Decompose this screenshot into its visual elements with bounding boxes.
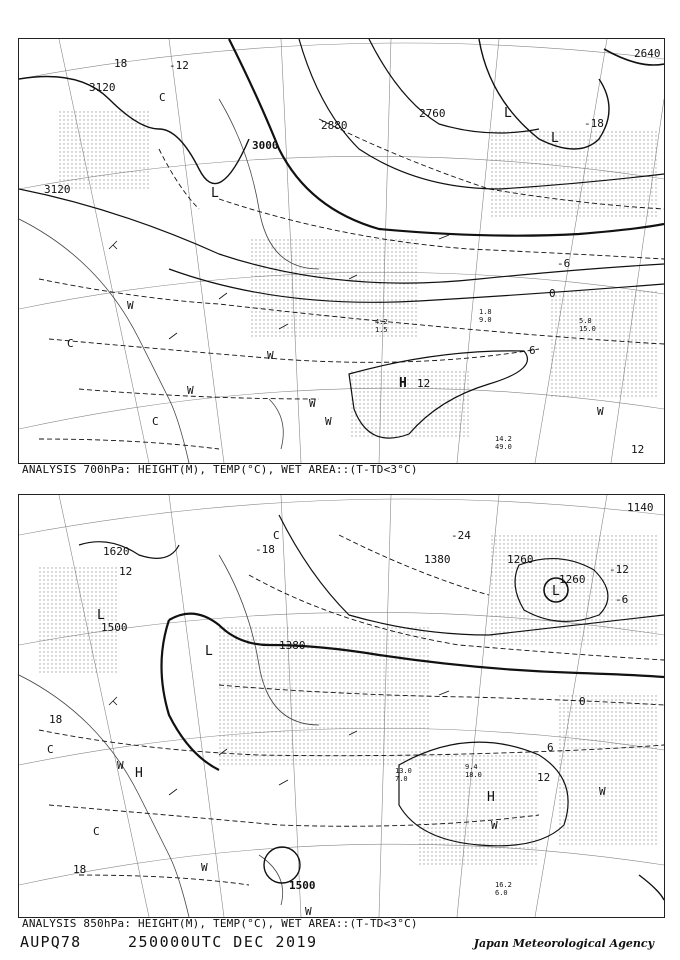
product-code: AUPQ78 bbox=[20, 933, 82, 951]
temp-label: 18 bbox=[49, 713, 63, 726]
temp-label: 12 bbox=[631, 443, 645, 456]
caption-700hpa: ANALYSIS 700hPa: HEIGHT(M), TEMP(°C), WET AREA::(T-TD<3°C) bbox=[22, 463, 418, 476]
temp-label: 12 bbox=[417, 377, 431, 390]
station-value: 1.8 bbox=[479, 308, 492, 316]
warm-mark: W bbox=[597, 405, 604, 418]
map-700hpa bbox=[18, 38, 665, 464]
temp-label: -18 bbox=[255, 543, 275, 556]
low-center: L bbox=[211, 186, 219, 201]
warm-mark: W bbox=[201, 861, 208, 874]
height-label: 3000 bbox=[252, 139, 279, 152]
low-center: L bbox=[551, 131, 559, 146]
height-label: 1260 bbox=[559, 573, 586, 586]
temp-label: 6 bbox=[529, 344, 536, 357]
warm-mark: W bbox=[187, 384, 194, 397]
height-label: 3120 bbox=[89, 81, 116, 94]
temp-label: -18 bbox=[584, 117, 604, 130]
low-center: L bbox=[504, 106, 512, 121]
cold-mark: C bbox=[93, 825, 100, 838]
low-center: L bbox=[205, 644, 213, 659]
temp-label: 18 bbox=[114, 57, 128, 70]
cold-mark: C bbox=[273, 529, 280, 542]
height-label: 1380 bbox=[279, 639, 306, 652]
height-label: 1380 bbox=[424, 553, 451, 566]
station-value: 14.2 bbox=[495, 435, 512, 443]
temp-label: -6 bbox=[615, 593, 629, 606]
temp-label: 12 bbox=[119, 565, 133, 578]
height-label: 1260 bbox=[507, 553, 534, 566]
station-value: 1.5 bbox=[375, 326, 388, 334]
warm-mark: W bbox=[267, 349, 274, 362]
temp-label: 12 bbox=[537, 771, 551, 784]
height-label: 1500 bbox=[289, 879, 316, 892]
map-850hpa-canvas bbox=[19, 495, 664, 917]
temp-label: 18 bbox=[73, 863, 87, 876]
high-center: H bbox=[399, 376, 407, 391]
caption-850hpa: ANALYSIS 850hPa: HEIGHT(M), TEMP(°C), WET AREA::(T-TD<3°C) bbox=[22, 917, 418, 930]
low-center: L bbox=[552, 584, 560, 599]
cold-mark: C bbox=[159, 91, 166, 104]
low-center: L bbox=[97, 608, 105, 623]
temp-label: -12 bbox=[609, 563, 629, 576]
warm-mark: W bbox=[305, 905, 312, 917]
warm-mark: W bbox=[127, 299, 134, 312]
temp-label: -12 bbox=[169, 59, 189, 72]
station-value: 16.2 bbox=[495, 881, 512, 889]
station-value: 4.2 bbox=[375, 318, 388, 326]
warm-mark: W bbox=[117, 759, 124, 772]
warm-mark: W bbox=[491, 819, 498, 832]
station-value: 13.0 bbox=[395, 767, 412, 775]
wet-area bbox=[59, 109, 659, 439]
height-label: 2880 bbox=[321, 119, 348, 132]
temp-label: 0 bbox=[549, 287, 556, 300]
map-700hpa-canvas bbox=[19, 39, 664, 463]
warm-mark: W bbox=[309, 397, 316, 410]
height-label: 1140 bbox=[627, 501, 654, 514]
valid-time: 250000UTC DEC 2019 bbox=[128, 933, 318, 951]
height-label: 2640 bbox=[634, 47, 661, 60]
station-value: 7.0 bbox=[395, 775, 408, 783]
high-center: H bbox=[487, 790, 495, 805]
station-value: 49.0 bbox=[495, 443, 512, 451]
height-label: 3120 bbox=[44, 183, 71, 196]
temp-label: -24 bbox=[451, 529, 471, 542]
agency-credit: Japan Meteorological Agency bbox=[473, 937, 654, 950]
station-value: 15.0 bbox=[579, 325, 596, 333]
map-850hpa bbox=[18, 494, 665, 918]
warm-mark: W bbox=[599, 785, 606, 798]
station-value: 5.8 bbox=[579, 317, 592, 325]
temp-label: 0 bbox=[579, 695, 586, 708]
high-center: H bbox=[135, 766, 143, 781]
station-value: 9.4 bbox=[465, 763, 478, 771]
cold-mark: C bbox=[47, 743, 54, 756]
height-label: 2760 bbox=[419, 107, 446, 120]
station-value: 9.0 bbox=[479, 316, 492, 324]
station-value: 18.0 bbox=[465, 771, 482, 779]
station-value: 6.0 bbox=[495, 889, 508, 897]
temp-label: -6 bbox=[557, 257, 571, 270]
warm-mark: W bbox=[325, 415, 332, 428]
cold-mark: C bbox=[67, 337, 74, 350]
cold-mark: C bbox=[152, 415, 159, 428]
height-label: 1620 bbox=[103, 545, 130, 558]
height-label: 1500 bbox=[101, 621, 128, 634]
temp-label: 6 bbox=[547, 741, 554, 754]
